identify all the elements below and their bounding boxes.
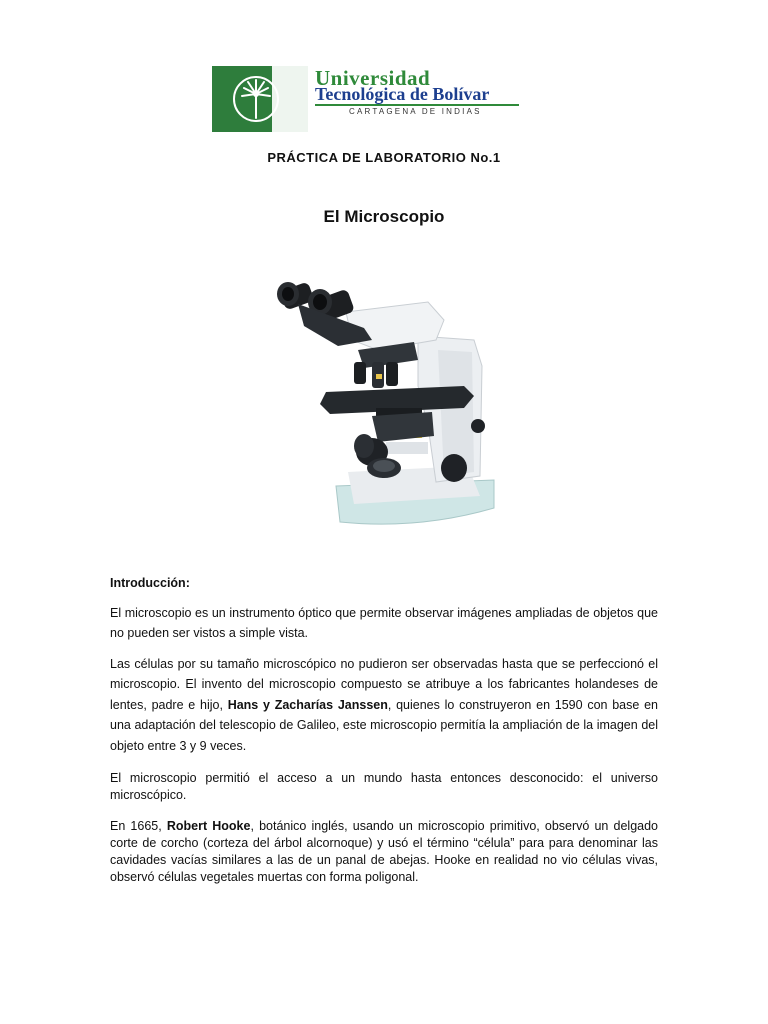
paragraph-history-text-b: , quienes lo construyeron en 1590 con base en una adaptación del telescopio de Galileo, este microscopio permitía la ampliación de la imagen del objeto entre 3 y 9 veces. [110,697,658,753]
janssen-names: Hans y Zacharías Janssen [227,697,388,712]
paragraph-history [110,654,658,757]
hooke-name: Robert Hooke [166,819,251,833]
logo-divider [315,104,519,106]
document-title: El Microscopio [323,207,445,226]
microscope-image [268,276,500,532]
section-heading: Introducción: [110,576,190,590]
palm-tree-icon [212,66,308,132]
university-logo [212,66,520,132]
paragraph-hooke [110,818,658,886]
logo-tagline: CARTAGENA DE INDIAS [349,107,482,116]
paragraph-definition: El microscopio es un instrumento óptico que permite observar imágenes ampliadas de objetos que no pueden ser vistos a simple vista. [110,605,658,640]
paragraph-history-text-a: Las células por su tamaño microscópico no pudieron ser observadas hasta que se perfeccionó el microscopio. El invento del microscopio compuesto se atribuye a los fabricantes holandeses de lentes, padre e hijo, [110,656,658,712]
logo-name-line2: Tecnológica de Bolívar [315,84,490,104]
paragraph-universe: El microscopio permitió el acceso a un mundo hasta entonces desconocido: el universo microscópico. [110,771,658,802]
paragraph-hooke-text-b: , botánico inglés, usando un microscopio primitivo, observó un delgado corte de corcho (corteza del árbol alcornoque) y usó el término “célula” para para denominar las cavidades vacías similares a las de un panal de abejas. Hooke en realidad no vio células vivas, observó células vegetales muertas con forma poligonal. [110,819,659,884]
document-body [110,573,658,896]
microscope-icon [268,276,500,532]
lab-title: PRÁCTICA DE LABORATORIO No.1 [267,150,501,165]
logo-name-line1: Universidad [315,66,431,90]
paragraph-hooke-text-a: En 1665, [110,819,167,833]
